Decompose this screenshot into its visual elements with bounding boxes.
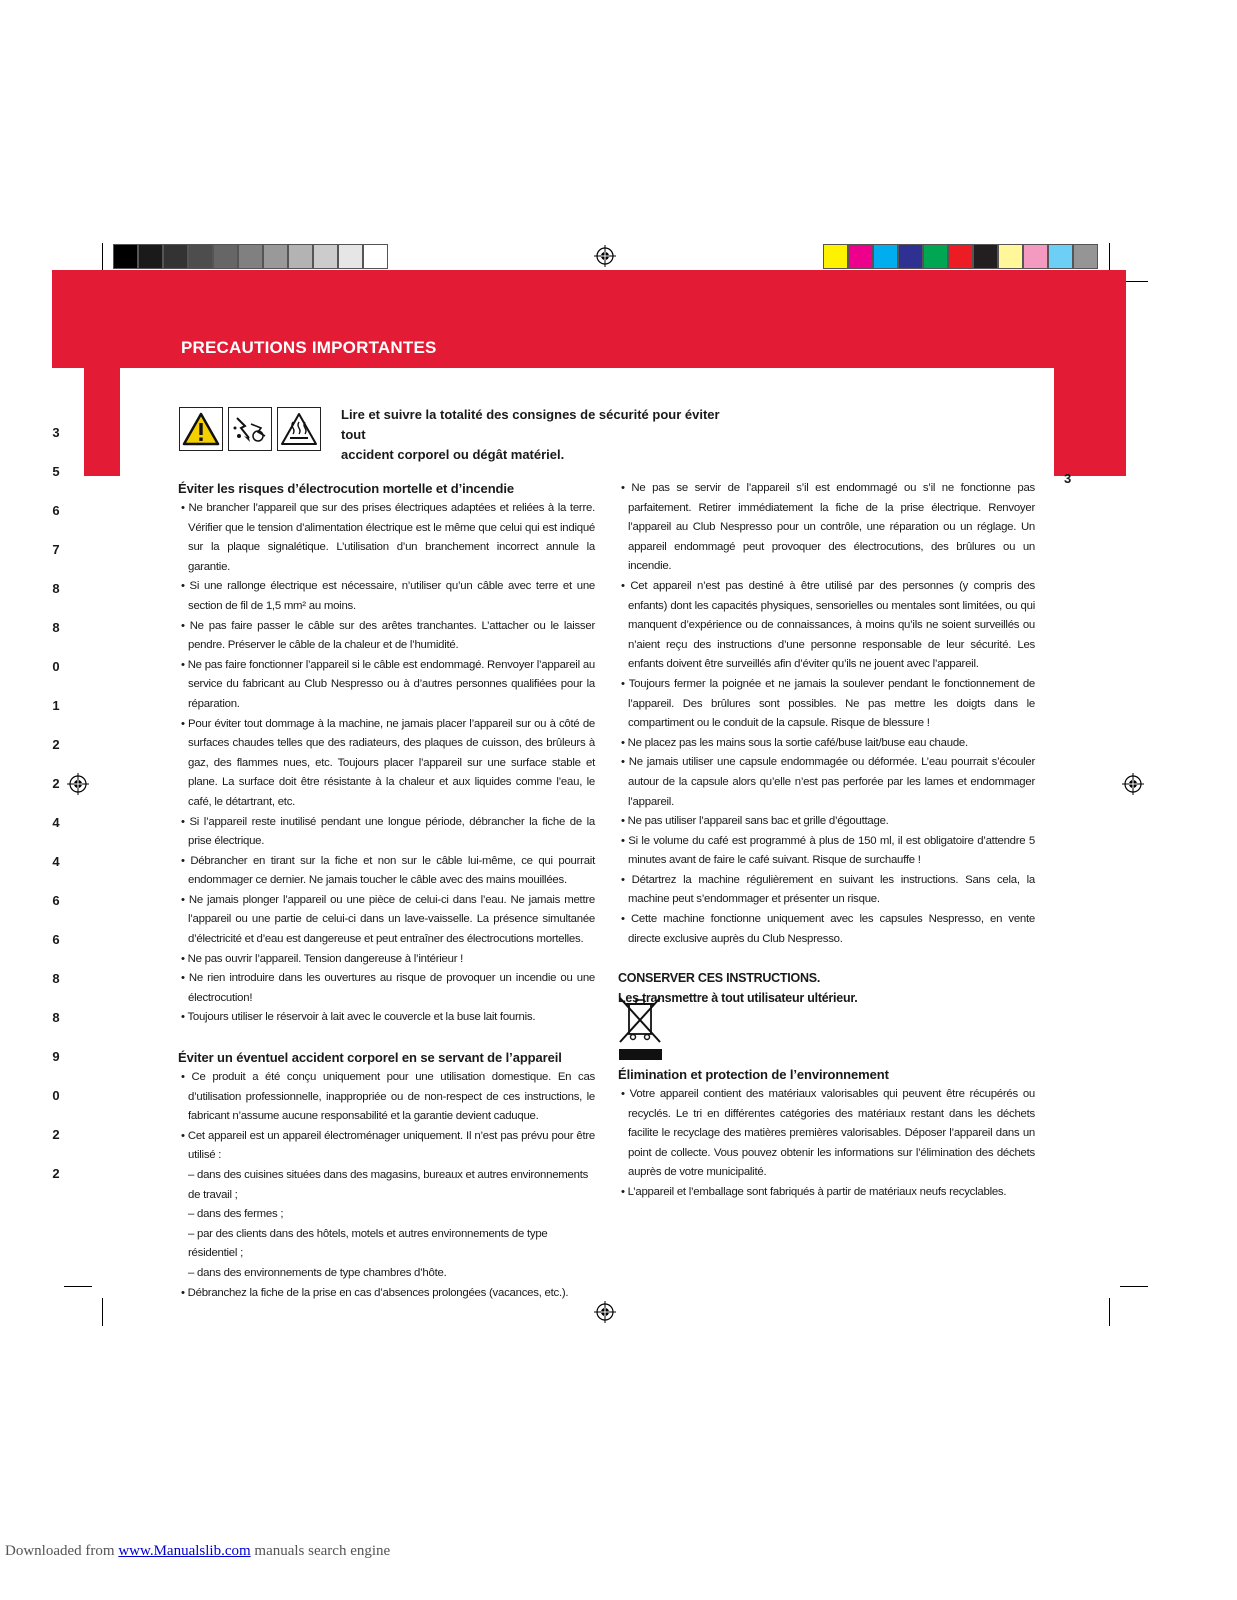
crop-mark (1109, 1298, 1110, 1326)
safety-icons (179, 407, 321, 451)
weee-bin-icon (618, 996, 662, 1046)
warning-icon (179, 407, 223, 451)
crop-mark (1120, 1286, 1148, 1287)
gray-swatch (363, 244, 388, 269)
list-item: • Ne placez pas les mains sous la sortie café/buse lait/buse eau chaude. (621, 736, 968, 749)
list-item: • Ne pas faire fonctionner l’appareil si le câble est endommagé. Renvoyer l’appareil au service du fabricant au Club Nespresso ou à d’autres personnes qualifiées pour la réparation. (181, 658, 595, 710)
section-heading: Éviter les risques d’électrocution mortelle et d’incendie (178, 481, 515, 496)
gray-swatch (113, 244, 138, 269)
color-swatch (973, 244, 998, 269)
sub-list-item: – dans des environnements de type chambres d’hôte. (188, 1266, 447, 1279)
hot-surface-icon (277, 407, 321, 451)
side-number: 3 (52, 425, 60, 440)
color-swatch (948, 244, 973, 269)
list-item: • Ne pas faire passer le câble sur des arêtes tranchantes. L’attacher ou le laisser pendre. Préserver le câble de la chaleur et de l’humidité. (181, 619, 595, 652)
color-swatch (1073, 244, 1098, 269)
footer-prefix: Downloaded from (5, 1543, 119, 1559)
color-swatch (823, 244, 848, 269)
color-swatch (923, 244, 948, 269)
right-tab (1054, 368, 1126, 476)
sub-list-item: – dans des cuisines situées dans des magasins, bureaux et autres environnements de travail ; (188, 1169, 589, 1201)
registration-mark-icon (1122, 773, 1144, 795)
sub-list-item: – dans des fermes ; (188, 1208, 284, 1221)
gray-swatch (338, 244, 363, 269)
color-swatch-bar (823, 244, 1098, 269)
side-number: 6 (52, 503, 60, 518)
gray-swatch (138, 244, 163, 269)
list-item: • Ne jamais plonger l’appareil ou une pièce de celui-ci dans l’eau. Ne jamais mettre l’appareil ou une partie de celui-ci dans un lave-vaisselle. La présence simultanée d’électricité et d’eau est dangereuse et peut entraîner des électrocutions mortelles. (181, 893, 595, 946)
registration-mark-icon (594, 1301, 616, 1323)
side-number: 1 (52, 698, 60, 713)
color-swatch (1048, 244, 1073, 269)
list-item: • Détartrez la machine régulièrement en suivant les instructions. Sans cela, la machine peut s’endommager et présenter un risque. (621, 873, 1035, 906)
side-number: 6 (52, 932, 60, 947)
color-swatch (873, 244, 898, 269)
gray-swatch (263, 244, 288, 269)
crop-mark (102, 243, 103, 271)
weee-bar (619, 1049, 662, 1060)
color-swatch (998, 244, 1023, 269)
side-number: 2 (52, 1127, 60, 1142)
list-item: • Si l’appareil reste inutilisé pendant une longue période, débrancher la fiche de la prise électrique. (181, 815, 595, 848)
gray-swatch (288, 244, 313, 269)
gray-swatch (213, 244, 238, 269)
gray-swatch (163, 244, 188, 269)
color-swatch (1023, 244, 1048, 269)
registration-mark-icon (67, 773, 89, 795)
color-swatch (898, 244, 923, 269)
crop-mark (64, 1286, 92, 1287)
list-item: • Toujours utiliser le réservoir à lait avec le couvercle et la buse lait fournis. (181, 1011, 536, 1024)
side-number: 8 (52, 581, 60, 596)
list-item: • Cet appareil n’est pas destiné à être utilisé par des personnes (y compris des enfants) dont les capacités physiques, sensorielles ou mentales sont limitées, ou qui manquent d’expérience ou de connaissances, à moins qu’ils ne soient surveillés ou n’aient reçu des instructions d’une personne responsable de leur sécurité. Les enfants doivent être surveillés afin d’éviter qu’ils ne jouent avec l’appareil. (621, 579, 1035, 671)
list-item: • Pour éviter tout dommage à la machine, ne jamais placer l’appareil sur ou à côté de surfaces chaudes telles que des radiateurs, des plaques de cuisson, des brûleurs à gaz, des flammes nues, etc. Toujours placer l’appareil sur une surface stable et plane. La surface doit être résistante à la chaleur et aux liquides comme l’eau, le café, le détartrant, etc. (181, 717, 595, 808)
keep-instructions: CONSERVER CES INSTRUCTIONS. (618, 971, 821, 986)
registration-mark-icon (594, 245, 616, 267)
list-item: • Ne pas se servir de l’appareil s’il est endommagé ou s’il ne fonctionne pas parfaitement. Retirer immédiatement la fiche de la prise électrique. Renvoyer l’appareil au Club Nespresso pour un contrôle, une réparation ou un réglage. Un appareil endommagé peut provoquer des électrocutions, des brûlures ou un incendie. (621, 482, 1035, 573)
side-number: 6 (52, 893, 60, 908)
grayscale-swatch-bar (113, 244, 388, 269)
list-item: • Cet appareil est un appareil électroménager uniquement. Il n’est pas prévu pour être utilisé : (181, 1129, 595, 1162)
environment-section (618, 1065, 1035, 1203)
list-item: • Toujours fermer la poignée et ne jamais la soulever pendant le fonctionnement de l’appareil. Des brûlures sont possibles. Ne pas mettre les doigts dans le compartiment ou le conduit de la capsule. Risque de blessure ! (621, 677, 1035, 730)
side-number: 8 (52, 971, 60, 986)
intro-line: Lire et suivre la totalité des consignes de sécurité pour éviter tout (341, 407, 720, 442)
page-title: PRECAUTIONS IMPORTANTES (181, 338, 437, 357)
side-number: 7 (52, 542, 60, 557)
intro-warning (341, 405, 721, 465)
page-number: 3 (1064, 471, 1072, 486)
electric-hazard-icon (228, 407, 272, 451)
list-item: • Si le volume du café est programmé à plus de 150 ml, il est obligatoire d’attendre 5 minutes avant de faire le café suivant. Risque de surchauffe ! (621, 834, 1035, 867)
side-number: 2 (52, 1166, 60, 1181)
list-item: • Ne rien introduire dans les ouvertures au risque de provoquer un incendie ou une électrocution! (181, 972, 595, 1004)
side-number: 2 (52, 737, 60, 752)
crop-mark (1109, 243, 1110, 271)
manualslib-link[interactable]: www.Manualslib.com (118, 1543, 251, 1559)
side-number: 0 (52, 659, 60, 674)
list-item: • Si une rallonge électrique est nécessaire, n’utiliser qu’un câble avec terre et une section de fil de 1,5 mm² au moins. (181, 580, 595, 612)
side-number: 9 (52, 1049, 60, 1064)
section-heading: Élimination et protection de l’environnement (618, 1067, 889, 1082)
gray-swatch (313, 244, 338, 269)
list-item: • Ne pas utiliser l’appareil sans bac et grille d’égouttage. (621, 815, 889, 828)
list-item: • Votre appareil contient des matériaux valorisables qui peuvent être récupérés ou recyclés. Le tri en différentes catégories des matériaux restant dans les déchets facilite le recyclage des matières premières valorisables. Déposer l’appareil dans un point de collecte. Vous pouvez obtenir les informations sur l’élimination des déchets auprès de votre municipalité. (621, 1088, 1035, 1179)
pass-instructions: Les transmettre à tout utilisateur ultérieur. (618, 990, 858, 1005)
intro-line: accident corporel ou dégât matériel. (341, 447, 565, 462)
side-number: 4 (52, 854, 60, 869)
list-item: • Ne brancher l’appareil que sur des prises électriques adaptées et reliées à la terre. Vérifier que le tension d’alimentation électrique est le même que celui qui est indiqué sur la plaque signalétique. L’utilisation d’un branchement incorrect annule la garantie. (181, 502, 595, 573)
section-heading: Éviter un éventuel accident corporel en se servant de l’appareil (178, 1050, 562, 1066)
side-number: 2 (52, 776, 60, 791)
list-item: • Ne jamais utiliser une capsule endommagée ou déformée. L’eau pourrait s’écouler autour de la capsule alors qu’elle n’est pas perforée par les lames et endommager l’appareil. (621, 756, 1035, 808)
side-number: 4 (52, 815, 60, 830)
gray-swatch (188, 244, 213, 269)
side-number: 5 (52, 464, 60, 479)
list-item: • L’appareil et l’emballage sont fabriqués à partir de matériaux neufs recyclables. (621, 1185, 1007, 1198)
left-column (178, 479, 595, 1303)
list-item: • Débranchez la fiche de la prise en cas d’absences prolongées (vacances, etc.). (181, 1286, 569, 1299)
side-number: 0 (52, 1088, 60, 1103)
list-item: • Ne pas ouvrir l’appareil. Tension dangereuse à l’intérieur ! (181, 952, 464, 965)
download-footer (5, 1543, 390, 1560)
list-item: • Débrancher en tirant sur la fiche et non sur le câble lui-même, ce qui pourrait endommager ce dernier. Ne jamais toucher le câble avec des mains mouillées. (181, 854, 595, 887)
side-number: 8 (52, 620, 60, 635)
right-column (618, 479, 1035, 1008)
color-swatch (848, 244, 873, 269)
crop-mark (102, 1298, 103, 1326)
list-item: • Ce produit a été conçu uniquement pour une utilisation domestique. En cas d’utilisation professionnelle, inappropriée ou de non-respect de ces instructions, le fabricant n’assume aucune responsabilité et la garantie devient caduque. (181, 1071, 595, 1123)
list-item: • Cette machine fonctionne uniquement avec les capsules Nespresso, en vente directe exclusive auprès du Club Nespresso. (621, 913, 1035, 945)
left-tab (84, 368, 120, 476)
gray-swatch (238, 244, 263, 269)
side-number: 8 (52, 1010, 60, 1025)
sub-list-item: – par des clients dans des hôtels, motels et autres environnements de type résidentiel ; (188, 1227, 548, 1260)
footer-suffix: manuals search engine (250, 1543, 391, 1559)
